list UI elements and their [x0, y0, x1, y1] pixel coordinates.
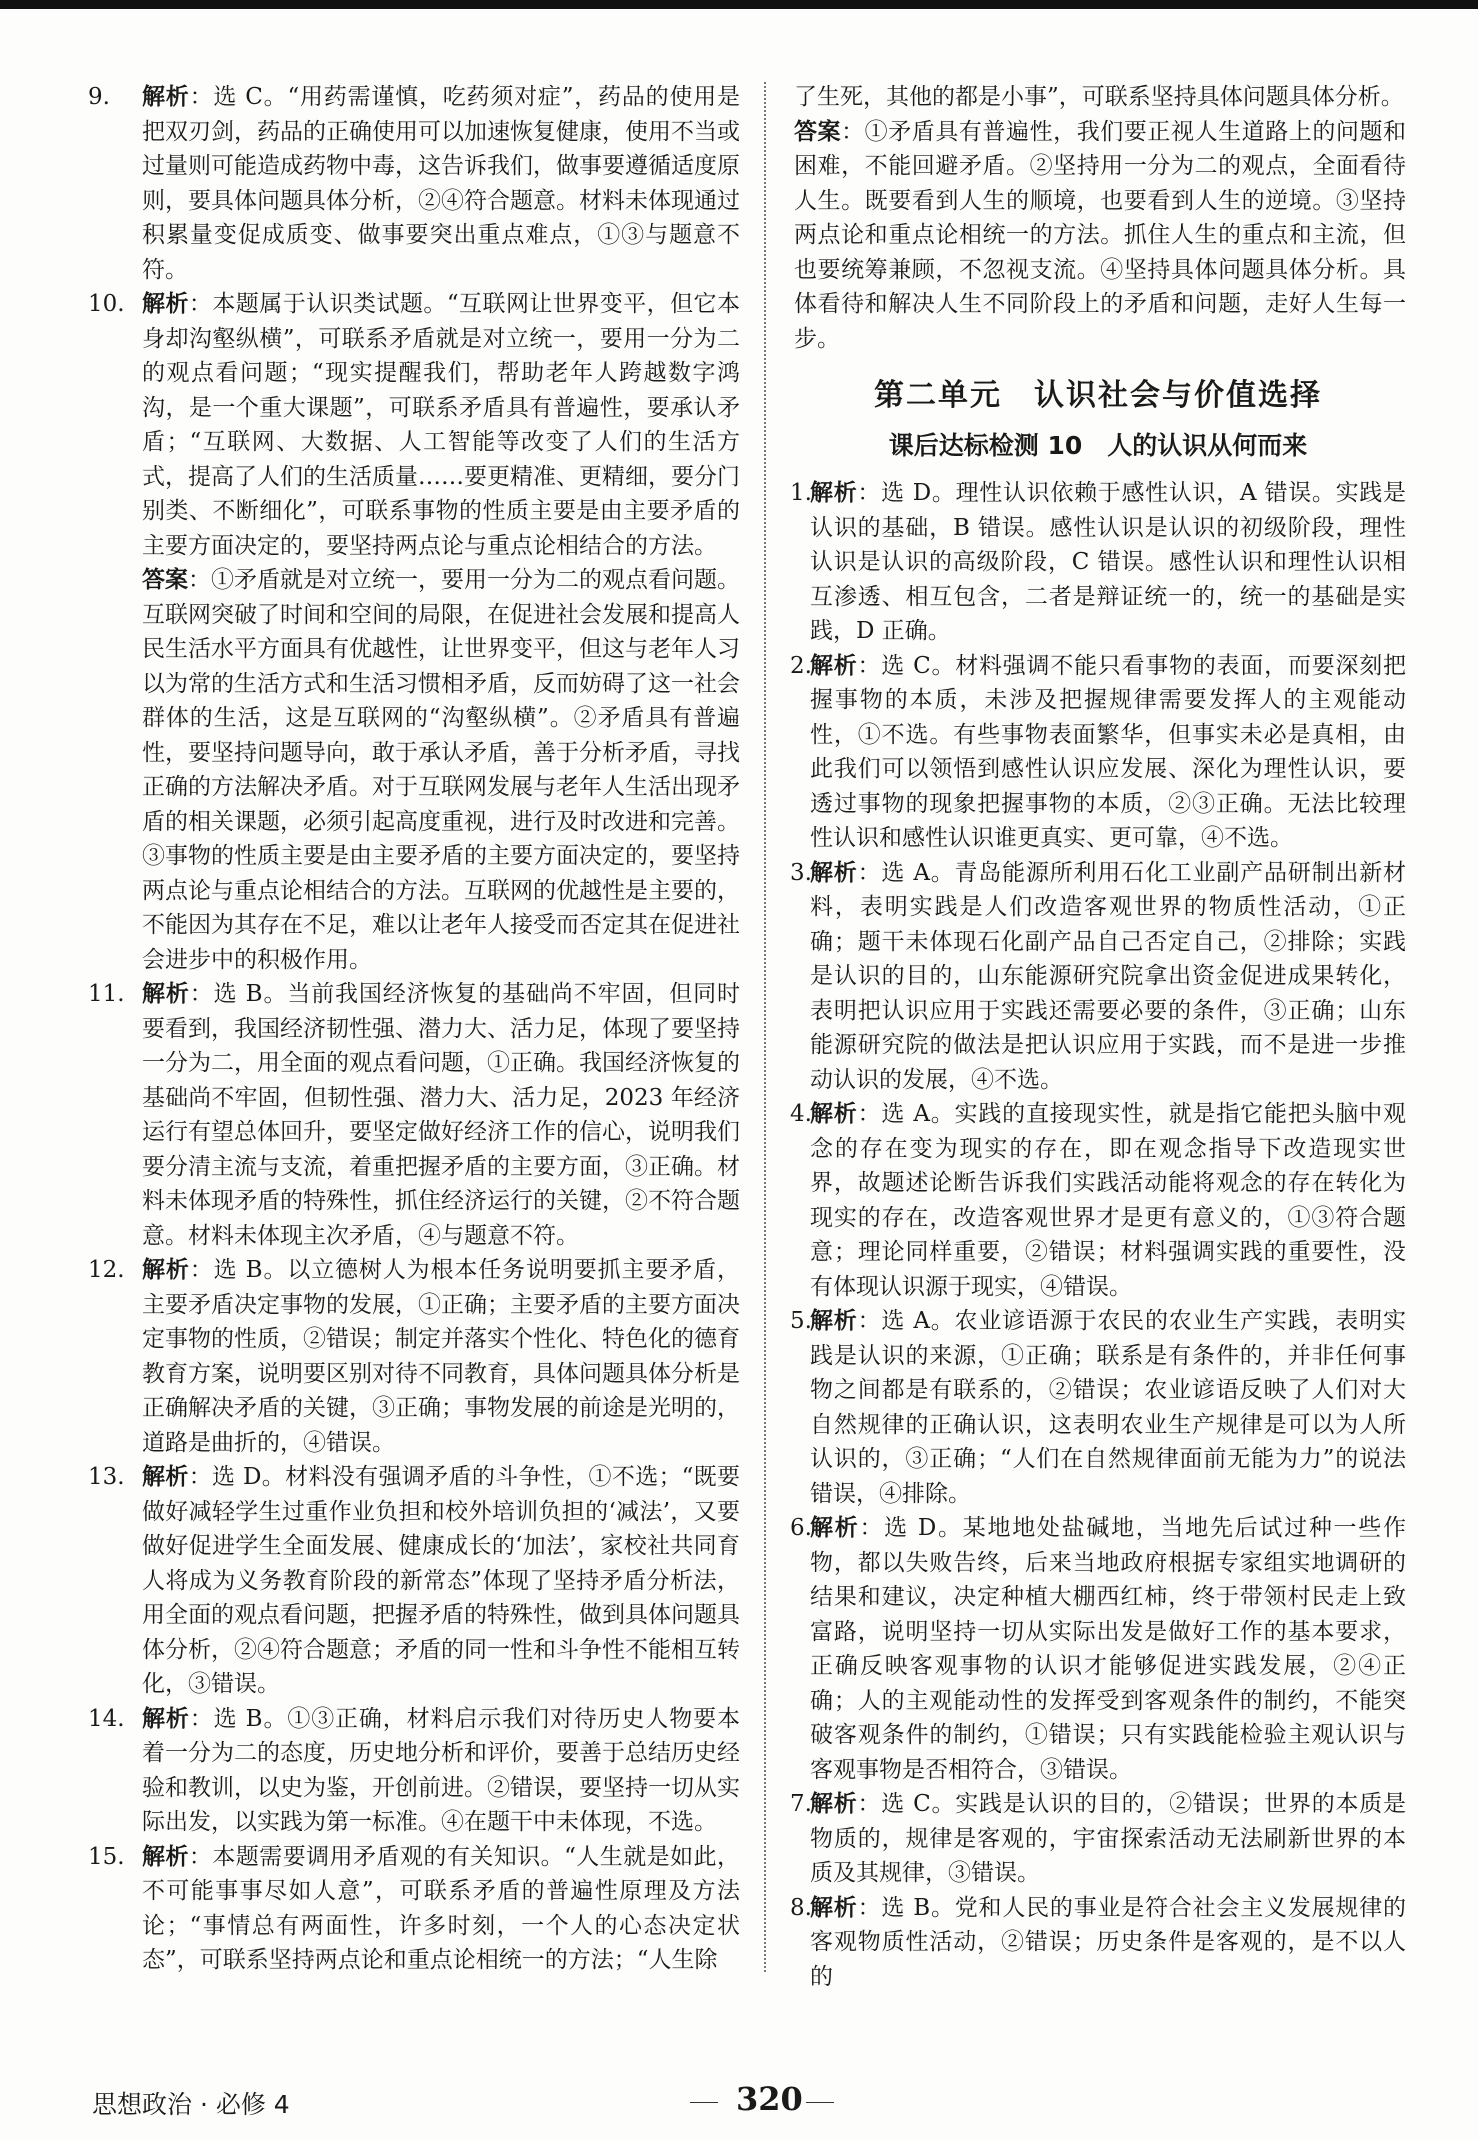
page-number: 320 — [736, 2080, 803, 2118]
item-number: 9. — [88, 84, 110, 110]
item-number: 15. — [88, 1843, 125, 1870]
answer-block-10 — [88, 563, 740, 977]
item-text: ：选 C。“用药需谨慎，吃药须对症”，药品的使用是把双刃剑，药品的正确使用可以加速恢复健康，使用不当或过量则可能造成药物中毒，这告诉我们，做事要遵循适度原则，要具体问题具体分析，②④符合题意。材料未体现通过积累量变促成质变、做事要突出重点难点，①③与题意不符。 — [142, 84, 741, 283]
item-number: 2. — [790, 652, 812, 679]
item-text: ：选 D。材料没有强调矛盾的斗争性，①不选；“既要做好减轻学生过重作业负担和校外培训负担的‘减法’，又要做好促进学生全面发展、健康成长的‘加法’，家校社共同育人将成为义务教育阶段的新常态”体现了坚持矛盾分析法，用全面的观点看问题，把握矛盾的特殊性，做到具体问题具体分析，②④符合题意；矛盾的同一性和斗争性不能相互转化，③错误。 — [142, 1464, 741, 1697]
item-text: ：选 D。某地地处盐碱地，当地先后试过种一些作物，都以失败告终，后来当地政府根据专家组实地调研的结果和建议，决定种植大棚西红柿，终于带领村民走上致富路，说明坚持一切从实际出发是做好工作的基本要求，正确反映客观事物的认识才能够促进实践发展，②④正确；人的主观能动性的发挥受到客观条件的制约，不能突破客观条件的制约，①错误；只有实践能检验主观认识与客观事物是否相符合，③错误。 — [810, 1515, 1406, 1783]
item-label: 解析 — [810, 1514, 860, 1541]
item-number: 1. — [790, 480, 812, 506]
item-number: 13. — [88, 1464, 125, 1490]
item-number: 7. — [790, 1791, 812, 1817]
item-text: ：选 C。实践是认识的目的，②错误；世界的本质是物质的，规律是客观的，宇宙探索活动无法刷新世界的本质及其规律，③错误。 — [810, 1791, 1406, 1886]
item-label: 解析 — [142, 1256, 190, 1283]
item-label: 解析 — [142, 290, 189, 317]
item-text: ：选 D。理性认识依赖于感性认识，A 错误。实践是认识的基础，B 错误。感性认识是认识的初级阶段，理性认识是认识的高级阶段，C 错误。感性认识和理性认识相互渗透、相互包含，二者是辩证统一的，统一的基础是实践，D 正确。 — [810, 480, 1406, 644]
left-column — [88, 80, 740, 1978]
answer-item-10 — [88, 287, 740, 563]
item-label: 解析 — [810, 1893, 858, 1921]
answer-item-r6 — [790, 1511, 1406, 1787]
item-text: ：选 A。青岛能源所利用石化工业副产品研制出新材料，表明实践是人们改造客观世界的物质性活动，①正确；题干未体现石化副产品自己否定自己，②排除；实践是认识的目的，山东能源研究院拿出资金促进成果转化，表明把认识应用于实践还需要必要的条件，③正确；山东能源研究院的做法是把认识应用于实践，而不是进一步推动认识的发展，④不选。 — [810, 859, 1407, 1093]
answer-item-r7 — [790, 1787, 1406, 1891]
answer-item-r2 — [790, 649, 1406, 856]
item-number: 5. — [790, 1308, 812, 1334]
item-number: 3. — [790, 859, 812, 886]
top-border — [0, 0, 1478, 9]
item-text: ：选 B。①③正确，材料启示我们对待历史人物要本着一分为二的态度，历史地分析和评价，要善于总结历史经验和教训，以史为鉴，开创前进。②错误，要坚持一切从实际出发，以实践为第一标准。④在题干中未体现，不选。 — [142, 1705, 741, 1835]
footer-dash-left — [690, 2102, 718, 2103]
item-number: 14. — [88, 1705, 125, 1732]
item-text: ：选 B。当前我国经济恢复的基础尚不牢固，但同时要看到，我国经济韧性强、潜力大、活力足，体现了要坚持一分为二，用全面的观点看问题，①正确。我国经济恢复的基础尚不牢固，但韧性强、潜力大、活力足，2023 年经济运行有望总体回升，要坚定做好经济工作的信心，说明我们要分清主流与支流，着重把握矛盾的主要方面，③正确。材料未体现矛盾的特殊性，抓住经济运行的关键，②不符合题意。材料未体现主次矛盾，④与题意不符。 — [142, 981, 741, 1249]
answer-item-15 — [88, 1840, 740, 1978]
answer-label: 答案 — [142, 566, 188, 593]
section-title: 课后达标检测 10 人的认识从何而来 — [888, 431, 1308, 460]
item-label: 解析 — [142, 83, 190, 110]
item-label: 解析 — [810, 479, 858, 506]
answer-item-9 — [88, 80, 740, 287]
item-text: ：本题属于认识类试题。“互联网让世界变平，但它本身却沟壑纵横”，可联系矛盾就是对立统一，要用一分为二的观点看问题；“现实提醒我们，帮助老年人跨越数字鸿沟，是一个重大课题”，可联系矛盾具有普遍性，要承认矛盾；“互联网、大数据、人工智能等改变了人们的生活方式，提高了人们的生活质量……要更精准、更精细，要分门别类、不断细化”，可联系事物的性质主要是由主要矛盾的主要方面决定的，要坚持两点论与重点论相结合的方法。 — [142, 291, 741, 559]
column-divider — [764, 82, 766, 1972]
right-column — [790, 80, 1406, 1994]
answer-item-r1 — [790, 476, 1406, 649]
item-label: 解析 — [810, 858, 858, 886]
item-label: 解析 — [142, 1704, 190, 1732]
item-text: ：选 B。党和人民的事业是符合社会主义发展规律的客观物质性活动，②错误；历史条件是客观的，是不以人的 — [810, 1894, 1407, 1990]
item-text: ：选 A。农业谚语源于农民的农业生产实践，表明实践是认识的来源，①正确；联系是有条件的，并非任何事物之间都是有联系的，②错误；农业谚语反映了人们对大自然规律的正确认识，这表明农业生产规律是可以为人所认识的，③正确；“人们在自然规律面前无能为力”的说法错误，④排除。 — [810, 1308, 1407, 1507]
unit-title: 第二单元 认识社会与价值选择 — [874, 378, 1322, 413]
footer-dash-right — [806, 2102, 834, 2103]
item-text: ：本题需要调用矛盾观的有关知识。“人生就是如此，不可能事事尽如人意”，可联系矛盾的普遍性原理及方法论；“事情总有两面性，许多时刻，一个人的心态决定状态”，可联系坚持两点论和重点论相统一的方法；“人生除 — [142, 1843, 741, 1973]
item-text: ：选 C。材料强调不能只看事物的表面，而要深刻把握事物的本质，未涉及把握规律需要发挥人的主观能动性，①不选。有些事物表面繁华，但事实未必是真相，由此我们可以领悟到感性认识应发展、深化为理性认识，要透过事物的现象把握事物的本质，②③正确。无法比较理性认识和感性认识谁更真实、更可靠，④不选。 — [810, 652, 1406, 851]
item-text: ：选 B。以立德树人为根本任务说明要抓主要矛盾，主要矛盾决定事物的发展，①正确；主要矛盾的主要方面决定事物的性质，②错误；制定并落实个性化、特色化的德育教育方案，说明要区别对待不同教育，具体问题具体分析是正确解决矛盾的关键，③正确；事物发展的前途是光明的，道路是曲折的，④错误。 — [142, 1257, 741, 1456]
answer-item-r5 — [790, 1304, 1406, 1511]
item-label: 解析 — [810, 651, 858, 679]
answer-text: ：①矛盾就是对立统一，要用一分为二的观点看问题。互联网突破了时间和空间的局限，在促进社会发展和提高人民生活水平方面具有优越性，让世界变平，但这与老年人习以为常的生活方式和生活习惯相矛盾，反而妨碍了这一社会群体的生活，这是互联网的“沟壑纵横”。②矛盾具有普遍性，要坚持问题导向，敢于承认矛盾，善于分析矛盾，寻找正确的方法解决矛盾。对于互联网发展与老年人生活出现矛盾的相关课题，必须引起高度重视，进行及时改进和完善。③事物的性质主要是由主要矛盾的主要方面决定的，要坚持两点论与重点论相结合的方法。互联网的优越性是主要的，不能因为其存在不足，难以让老年人接受而否定其在促进社会进步中的积极作用。 — [142, 567, 740, 973]
answer-text: ：①矛盾具有普遍性，我们要正视人生道路上的问题和困难，不能回避矛盾。②坚持用一分为二的观点，全面看待人生。既要看到人生的顺境，也要看到人生的逆境。③坚持两点论和重点论相统一的方法。抓住人生的重点和主流，但也要统筹兼顾，不忽视支流。④坚持具体问题具体分析。具体看待和解决人生不同阶段上的矛盾和问题，走好人生每一步。 — [794, 118, 1407, 352]
answer-label: 答案 — [794, 117, 842, 145]
item-number: 12. — [88, 1257, 125, 1283]
answer-item-13 — [88, 1460, 740, 1702]
footer-subject: 思想政治 · 必修 4 — [92, 2090, 290, 2119]
item-number: 8. — [790, 1894, 812, 1921]
item-label: 解析 — [810, 1100, 858, 1127]
item-text: ：选 A。实践的直接现实性，就是指它能把头脑中观念的存在变为现实的存在，即在观念指导下改造现实世界，故题述论断告诉我们实践活动能将观念的存在转化为现实的存在，改造客观世界才是更有意义的，①③符合题意；理论同样重要，②错误；材料强调实践的重要性，没有体现认识源于现实，④错误。 — [810, 1101, 1407, 1300]
item-number: 10. — [88, 291, 125, 317]
item-15-continuation: 了生死，其他的都是小事”，可联系坚持具体问题具体分析。 — [794, 84, 1404, 110]
item-label: 解析 — [142, 1842, 189, 1870]
answer-item-12 — [88, 1253, 740, 1460]
answer-item-14 — [88, 1702, 740, 1840]
item-label: 解析 — [810, 1307, 858, 1334]
answer-item-r8 — [790, 1891, 1406, 1995]
item-label: 解析 — [142, 1463, 189, 1490]
answer-item-r3 — [790, 856, 1406, 1098]
answer-item-r4 — [790, 1097, 1406, 1304]
item-label: 解析 — [810, 1790, 858, 1817]
item-number: 11. — [88, 981, 125, 1007]
item-number: 6. — [790, 1515, 812, 1541]
item-number: 4. — [790, 1101, 812, 1127]
answer-block-15 — [790, 115, 1406, 357]
item-label: 解析 — [142, 980, 190, 1007]
answer-item-11 — [88, 977, 740, 1253]
